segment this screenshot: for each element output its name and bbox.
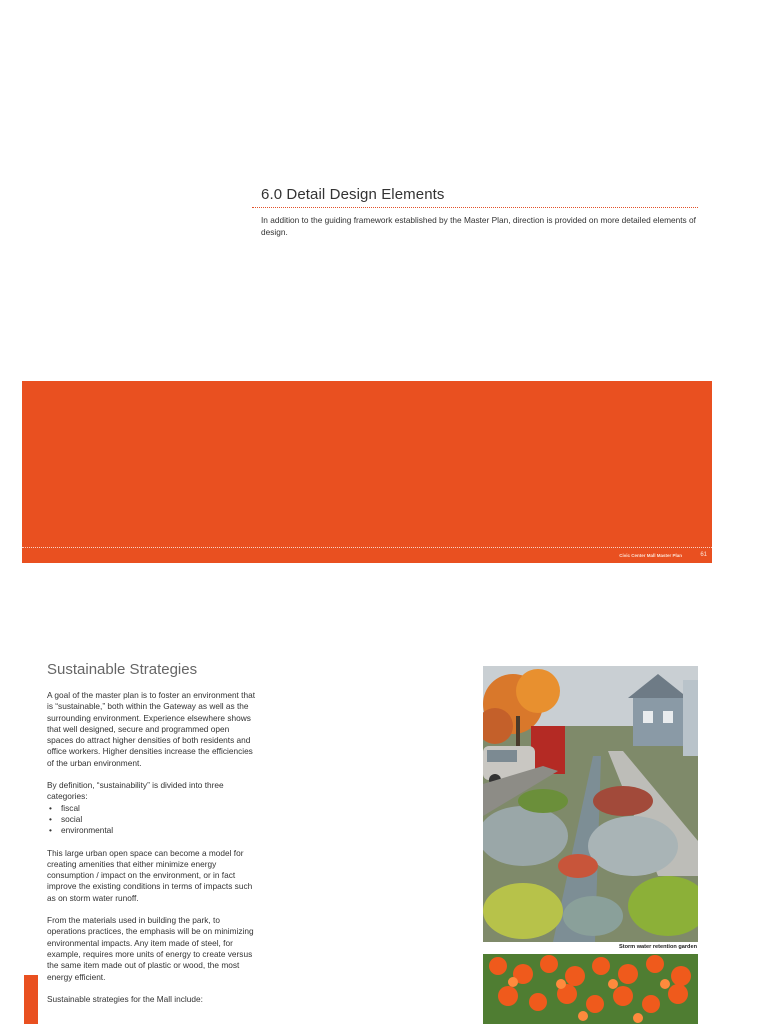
- section-intro: In addition to the guiding framework established by the Master Plan, direction is provided on more detailed elements of design.: [261, 215, 696, 237]
- list-item: • environmental: [47, 825, 257, 836]
- storm-water-garden-illustration: [483, 666, 698, 942]
- photo-caption: Storm water retention garden: [618, 944, 697, 950]
- paragraph: Sustainable strategies for the Mall include:: [47, 993, 203, 1004]
- storm-water-garden-photo: [483, 666, 698, 942]
- paragraph: This large urban open space can become a model for creating amenities that either minimize energy consumption / impact on the environment, or in fact improve the existing conditions in terms of impacts such as on storm water runoff.: [47, 847, 253, 903]
- list-item: • social: [47, 814, 257, 825]
- category-list: [47, 803, 257, 837]
- flowers-illustration: [483, 954, 698, 1024]
- section-title: 6.0 Detail Design Elements: [261, 186, 445, 203]
- band-divider: [22, 547, 712, 548]
- flowers-photo: [483, 954, 698, 1024]
- list-item: • fiscal: [47, 803, 257, 814]
- paragraph: By definition, “sustainability” is divided into three categories:: [47, 780, 224, 802]
- title-divider: [252, 207, 698, 208]
- side-tab-marker: [24, 975, 38, 1024]
- band-footer-text: Civic Center Mall Master Plan: [619, 553, 682, 558]
- subsection-heading: Sustainable Strategies: [47, 661, 198, 678]
- body-text-column: [47, 690, 257, 1016]
- paragraph: A goal of the master plan is to foster an environment that is “sustainable,” both within the Gateway as well as the surrounding environment. Experience elsewhere shows that well designed, secure and programmed open spaces do attract higher densities of both residents and office workers. Higher densities increase the efficiencies of the urban environment.: [47, 690, 256, 768]
- page-number: 61: [700, 552, 707, 558]
- page-break-band: [22, 381, 712, 563]
- paragraph: From the materials used in building the park, to operations practices, the emphasis will be on minimizing environmental impacts. Any item made of steel, for example, requires more units of energy to create versus the same item made out of plastic or wood, the most energy efficient.: [47, 915, 254, 982]
